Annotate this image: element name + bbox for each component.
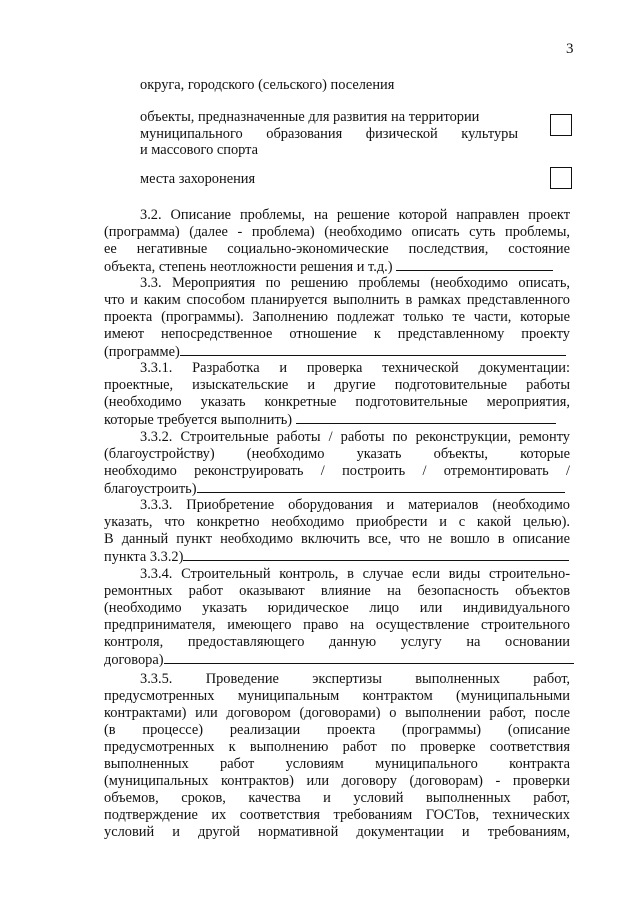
section-3-3-1-text: которые требуется выполнить)	[104, 412, 293, 428]
section-3-2-line: 3.2. Описание проблемы, на решение которой направлен проект	[140, 207, 570, 223]
section-3-3-line	[104, 343, 566, 361]
section-3-2-text: объекта, степень неотложности решения и т.д.)	[104, 259, 393, 275]
section-3-3-4-line: ремонтных работ оказывают влияние на безопасность объектов	[104, 583, 570, 599]
answer-blank[interactable]	[197, 480, 565, 493]
section-3-3-5-line: 3.3.5. Проведение экспертизы выполненных работ,	[140, 671, 570, 687]
section-3-3-5-line: (в процессе) реализации проекта (программы) (описание	[104, 722, 570, 738]
section-3-3-5-line: предусмотренных муниципальным контрактом (муниципальными	[104, 688, 570, 704]
option-sport-checkbox[interactable]	[550, 114, 572, 136]
section-3-3-5-line: (муниципальных контрактов) или договору (договорам) - проверки	[104, 773, 570, 789]
section-3-3-2-line: 3.3.2. Строительные работы / работы по реконструкции, ремонту	[140, 429, 570, 445]
answer-blank[interactable]	[180, 343, 566, 356]
answer-blank[interactable]	[183, 548, 569, 561]
answer-blank[interactable]	[296, 411, 556, 424]
option-burial-line: места захоронения	[140, 171, 256, 187]
option-burial-checkbox[interactable]	[550, 167, 572, 189]
section-3-3-3-line	[104, 548, 569, 566]
section-3-3-4-text: договора)	[104, 652, 164, 668]
section-3-3-4-line: предпринимателя, имеющего право на осуществление строительного	[104, 617, 570, 633]
section-3-3-2-line: (благоустройству) (необходимо указать объекты, которые	[104, 446, 570, 462]
section-3-3-2-line: необходимо реконструировать / построить / отремонтировать /	[104, 463, 570, 479]
section-3-3-5-line: выполненных работ условиям муниципального контракта	[104, 756, 570, 772]
option-sport-line: муниципального образования физической культуры	[140, 126, 518, 142]
option-sport-line: объекты, предназначенные для развития на территории	[140, 109, 480, 125]
section-3-3-2-line	[104, 480, 565, 498]
section-3-3-text: (программе)	[104, 344, 180, 360]
section-3-2-line: (программа) (далее - проблема) (необходимо описать суть проблемы,	[104, 224, 570, 240]
section-3-3-5-line: объемов, сроков, качества и условий выполненных работ,	[104, 790, 570, 806]
section-3-3-1-line: 3.3.1. Разработка и проверка технической документации:	[140, 360, 570, 376]
answer-blank[interactable]	[164, 651, 574, 664]
section-3-3-5-line: контрактами) или договором (договорами) о выполнении работ, после	[104, 705, 570, 721]
section-3-3-1-line: (необходимо указать конкретные подготовительные мероприятия,	[104, 394, 570, 410]
section-3-3-4-line: контроля, предоставляющего данную услугу на основании	[104, 634, 570, 650]
section-3-2-line: ее негативные социально-экономические последствия, состояние	[104, 241, 570, 257]
section-3-3-4-line: (необходимо указать юридическое лицо или индивидуального	[104, 600, 570, 616]
section-3-3-3-text: пункта 3.3.2)	[104, 549, 184, 565]
section-3-3-5-line: подтверждение их соответствия требованиям ГОСТов, технических	[104, 807, 570, 823]
section-3-3-line: проекта (программы). Заполнению подлежат только те части, которые	[104, 309, 570, 325]
section-3-3-line: что и каким способом планируется выполнить в рамках представленного	[104, 292, 570, 308]
section-3-3-4-line	[104, 651, 574, 669]
intro-line: округа, городского (сельского) поселения	[140, 77, 395, 93]
section-3-3-1-line	[104, 411, 556, 429]
page-number: 3	[566, 41, 574, 57]
section-3-3-3-line: 3.3.3. Приобретение оборудования и материалов (необходимо	[140, 497, 570, 513]
section-3-3-5-line: условий и другой нормативной документации и требованиям,	[104, 824, 570, 840]
option-sport-line: и массового спорта	[140, 142, 259, 158]
section-3-3-3-line: указать, что конкретно необходимо приобрести и с какой целью).	[104, 514, 570, 530]
section-3-3-3-line: В данный пункт необходимо включить все, что не вошло в описание	[104, 531, 570, 547]
answer-blank[interactable]	[396, 258, 553, 271]
section-3-3-line: 3.3. Мероприятия по решению проблемы (необходимо описать,	[140, 275, 570, 291]
section-3-3-line: имеют непосредственное отношение к представленному проекту	[104, 326, 570, 342]
section-3-3-4-line: 3.3.4. Строительный контроль, в случае если виды строительно-	[140, 566, 570, 582]
section-3-2-line	[104, 258, 553, 276]
section-3-3-1-line: проектные, изыскательские и другие подготовительные работы	[104, 377, 570, 393]
section-3-3-2-text: благоустроить)	[104, 481, 197, 497]
section-3-3-5-line: предусмотренных к выполнению работ по проверке соответствия	[104, 739, 570, 755]
